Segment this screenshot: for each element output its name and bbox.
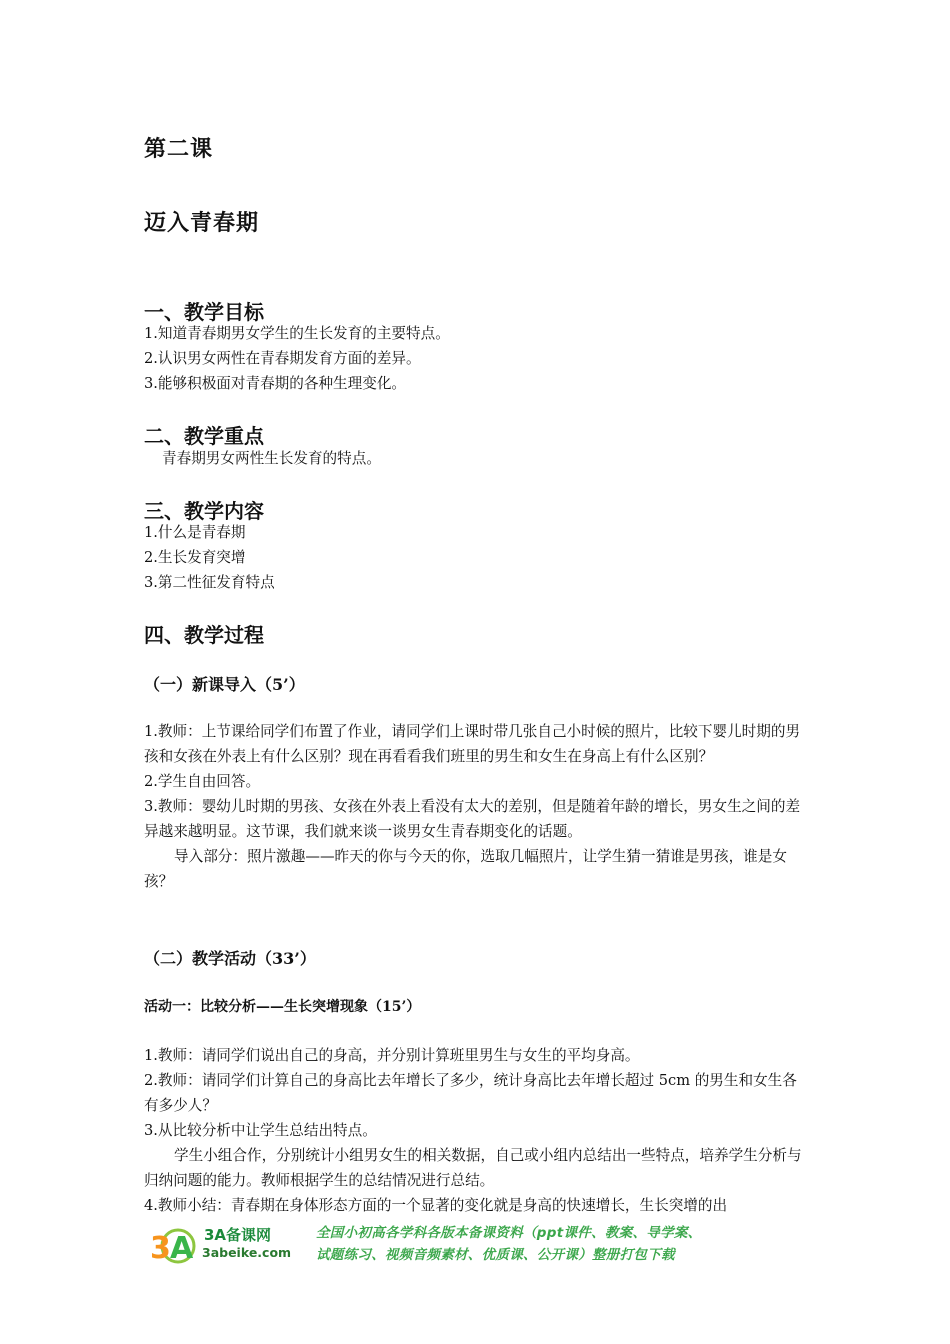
part-activities-heading: （二）教学活动（33’）: [144, 949, 316, 968]
activity1-body: [144, 1043, 808, 1218]
promo-line: 全国小初高各学科各版本备课资料（ppt课件、教案、导学案、: [316, 1225, 702, 1241]
paragraph: 2.学生自由回答。: [144, 773, 261, 790]
lesson-number: 第二课: [144, 136, 214, 162]
3a-logo-icon: [148, 1224, 200, 1264]
section-objectives-heading: 一、教学目标: [144, 300, 264, 324]
paragraph: 导入部分：照片激趣——昨天的你与今天的你，选取几幅照片，让学生猜一猜谁是男孩，谁是女孩？: [144, 848, 787, 890]
part-intro-body: [144, 719, 808, 894]
objectives-list: [144, 321, 808, 396]
paragraph: 3.从比较分析中让学生总结出特点。: [144, 1122, 377, 1139]
list-item: 3.能够积极面对青春期的各种生理变化。: [144, 375, 407, 392]
section-content-heading: 三、教学内容: [144, 499, 264, 523]
list-item: 2.生长发育突增: [144, 549, 246, 566]
svg-text:A: A: [170, 1231, 194, 1264]
activity1-heading: 活动一：比较分析——生长突增现象（15’）: [144, 999, 421, 1015]
paragraph: 1.教师：请同学们说出自己的身高，并分别计算班里男生与女生的平均身高。: [144, 1047, 640, 1064]
paragraph: 学生小组合作，分别统计小组男女生的相关数据，自己或小组内总结出一些特点，培养学生分析与归纳问题的能力。教师根据学生的总结情况进行总结。: [144, 1147, 802, 1189]
logo-url: 3abeike.com: [202, 1245, 292, 1260]
logo-text: 3A备课网: [204, 1226, 272, 1244]
section-focus-heading: 二、教学重点: [144, 424, 264, 448]
svg-text:3: 3: [150, 1231, 171, 1264]
paragraph: 3.教师：婴幼儿时期的男孩、女孩在外表上看没有太大的差别，但是随着年龄的增长，男女生之间的差异越来越明显。这节课，我们就来谈一谈男女生青春期变化的话题。: [144, 798, 801, 840]
part-intro-heading: （一）新课导入（5’）: [144, 675, 305, 694]
promo-text: [316, 1222, 701, 1266]
paragraph: 1.教师：上节课给同学们布置了作业，请同学们上课时带几张自己小时候的照片，比较下婴儿时期的男孩和女孩在外表上有什么区别？现在再看看我们班里的男生和女生在身高上有什么区别？: [144, 723, 801, 765]
list-item: 1.知道青春期男女学生的生长发育的主要特点。: [144, 325, 450, 342]
section-process-heading: 四、教学过程: [144, 623, 264, 647]
promo-line: 试题练习、视频音频素材、优质课、公开课）整册打包下载: [316, 1247, 675, 1263]
paragraph: 2.教师：请同学们计算自己的身高比去年增长了多少，统计身高比去年增长超过 5cm 的男生和女生各有多少人？: [144, 1072, 797, 1114]
focus-text: 青春期男女两性生长发育的特点。: [162, 450, 381, 467]
list-item: 1.什么是青春期: [144, 524, 246, 541]
content-list: [144, 520, 808, 595]
list-item: 3.第二性征发育特点: [144, 574, 275, 591]
footer-banner: [148, 1220, 808, 1270]
lesson-title: 迈入青春期: [144, 210, 260, 236]
list-item: 2.认识男女两性在青春期发育方面的差异。: [144, 350, 421, 367]
focus-text-block: [144, 446, 808, 471]
paragraph: 4.教师小结：青春期在身体形态方面的一个显著的变化就是身高的快速增长，生长突增的出: [144, 1197, 728, 1214]
